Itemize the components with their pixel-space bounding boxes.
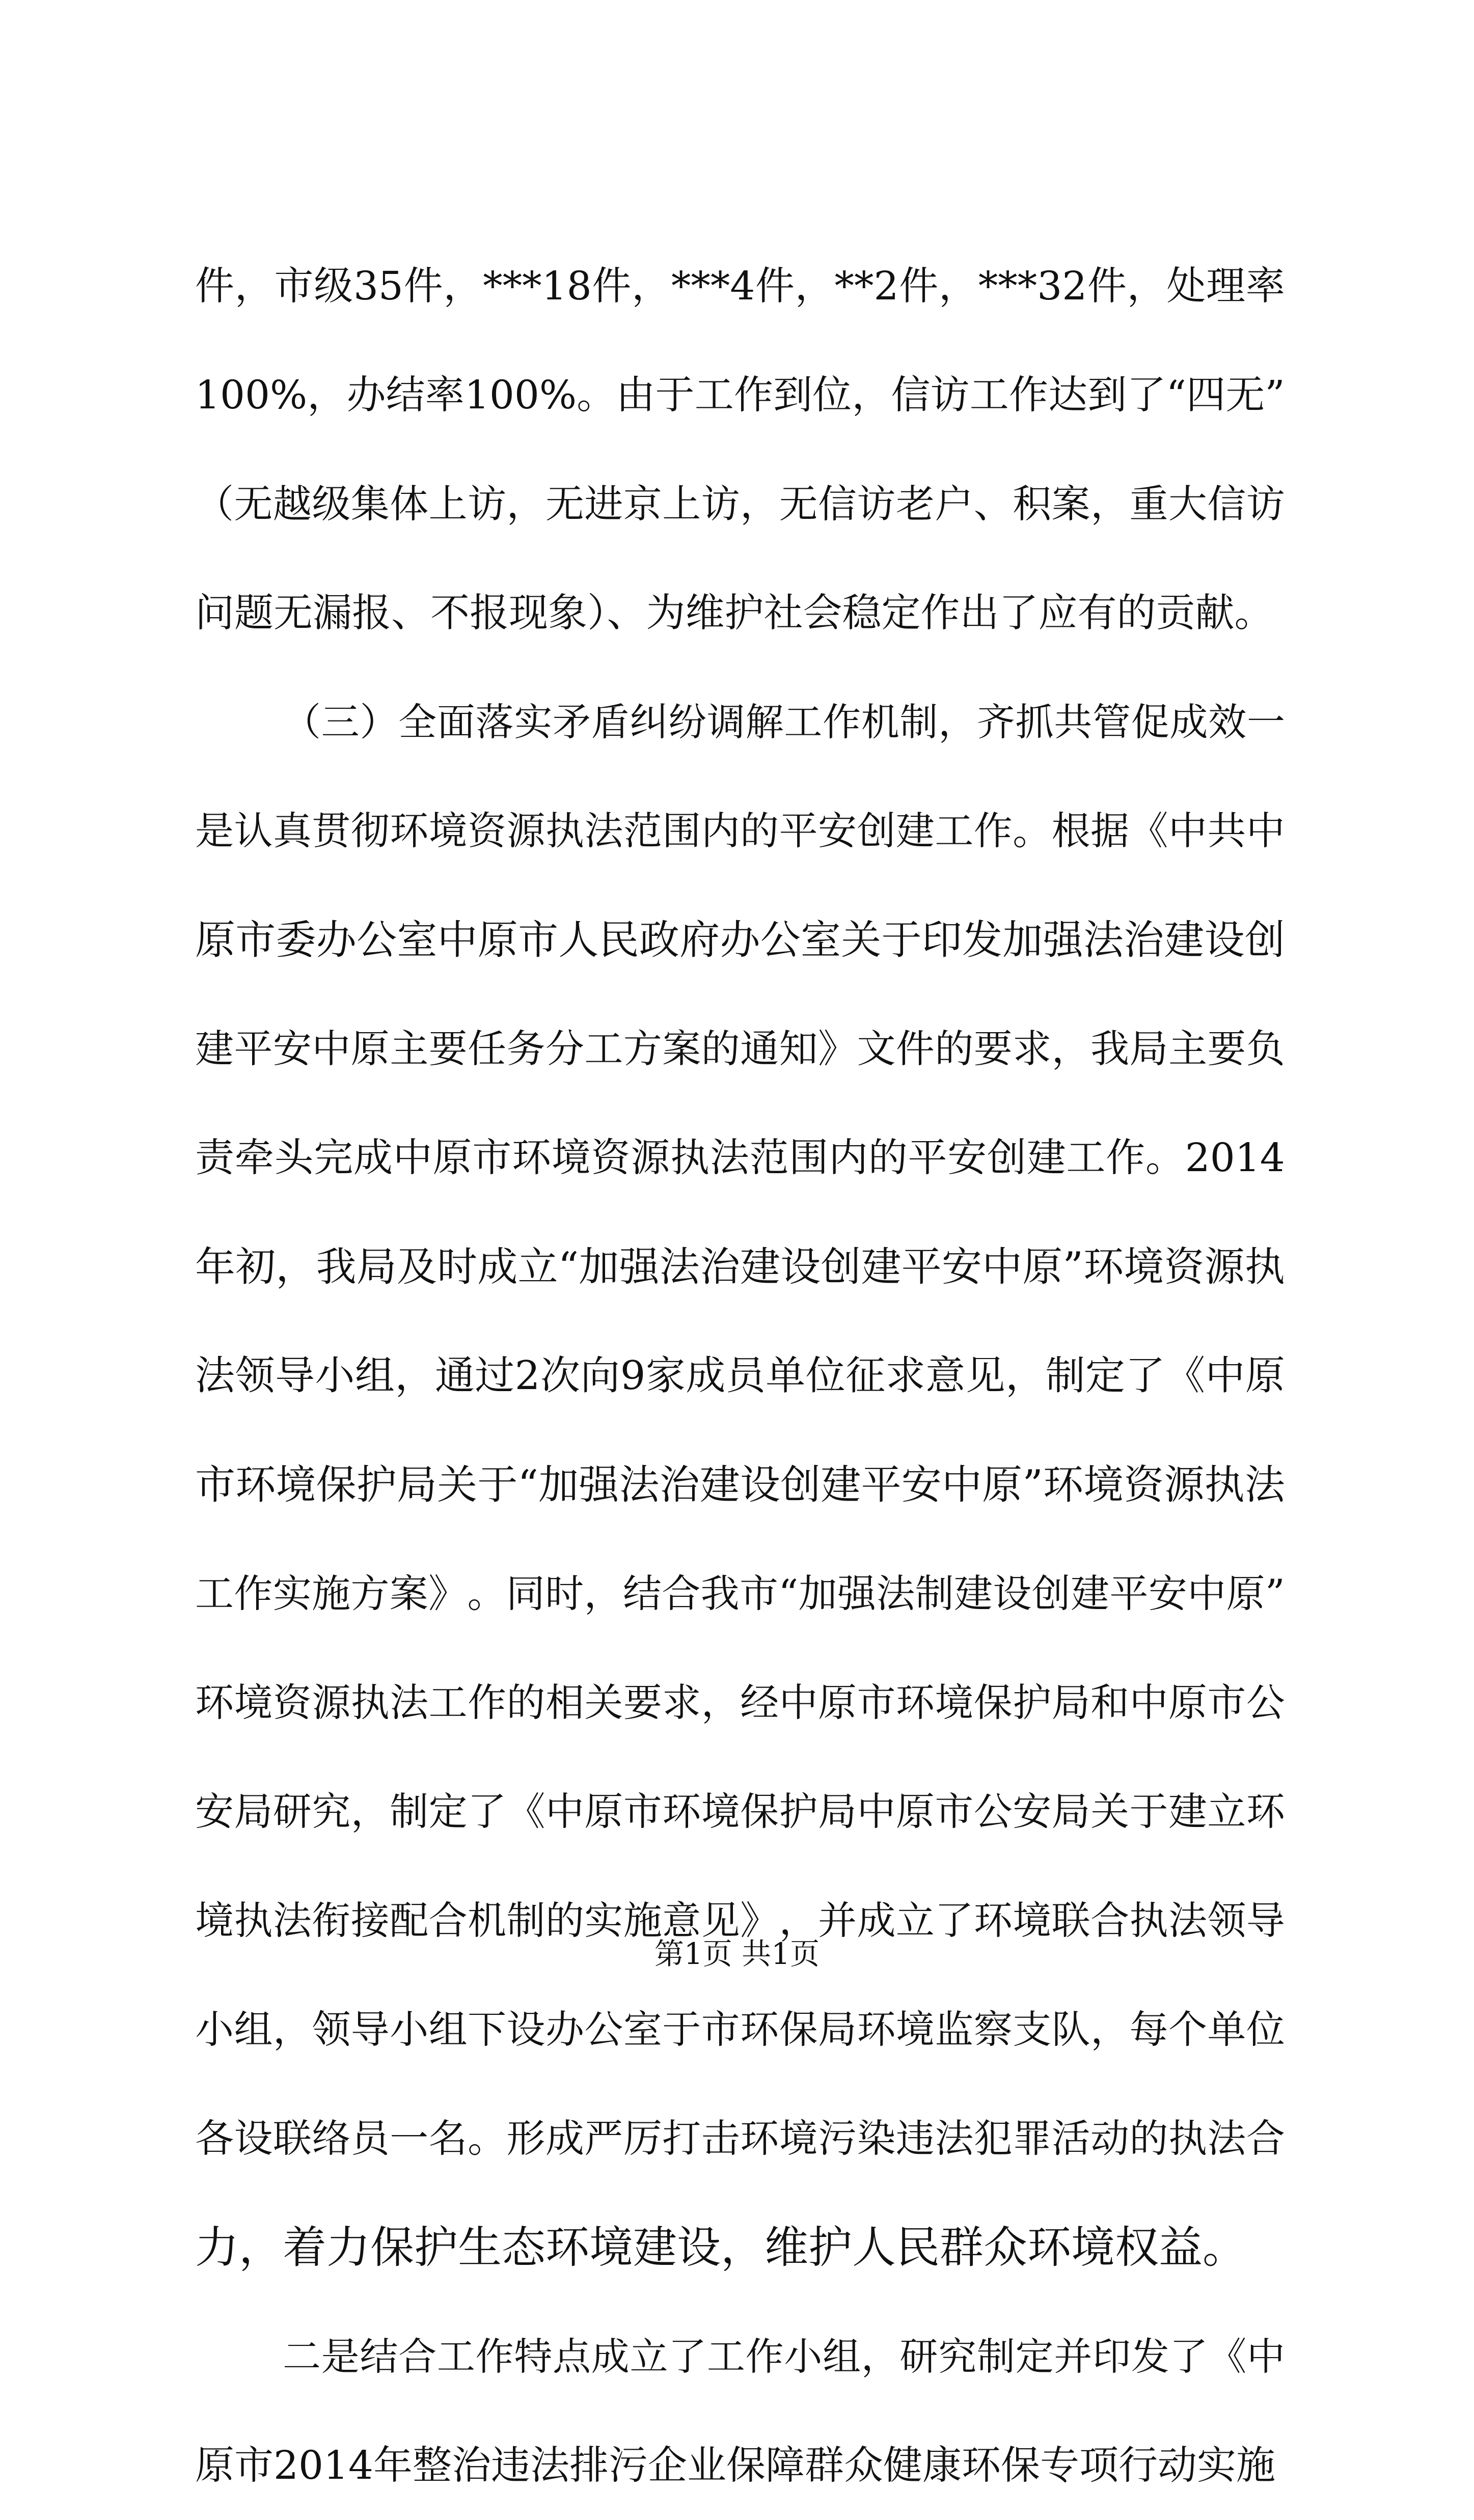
text-line: 工 作 实 施 方 案 》 。 同 时 ， 结 合 我 市 “ 加 强 法 制 建 设 创 建 平 安 中 原 ” <box>195 1571 1285 1616</box>
text-line: 法 领 导 小 组 ， 通 过 2 次 向 9 家 成 员 单 位 征 求 意 见 ， 制 定 了 《 中 原 <box>195 1353 1285 1399</box>
paragraph <box>195 2302 1285 2520</box>
document-body <box>195 232 1285 2520</box>
text-line: 力，着力保护生态环境建设，维护人民群众环境权益。 <box>195 2222 1246 2273</box>
text-line: 年 初 ， 我 局 及 时 成 立 “ 加 强 法 治 建 设 创 建 平 安 中 原 ” 环 境 资 源 执 <box>195 1243 1285 1290</box>
text-line: 境 执 法 衔 接 配 合 机 制 的 实 施 意 见 》 ， 并 成 立 了 环 境 联 合 执 法 领 导 <box>195 1898 1285 1943</box>
paragraph <box>195 668 1285 2302</box>
text-line: 责 牵 头 完 成 中 原 市 环 境 资 源 执 法 范 围 内 的 平 安 创 建 工 作 。 2014 <box>195 1135 1285 1181</box>
page-footer: 第1页 共1页 <box>654 1936 820 1971</box>
text-line: 环 境 资 源 执 法 工 作 的 相 关 要 求 ， 经 中 原 市 环 境 保 护 局 和 中 原 市 公 <box>195 1680 1285 1725</box>
text-line: 安 局 研 究 ， 制 定 了 《 中 原 市 环 境 保 护 局 中 原 市 公 安 局 关 于 建 立 环 <box>195 1789 1285 1834</box>
text-line: 小 组 ， 领 导 小 组 下 设 办 公 室 于 市 环 保 局 环 境 监 察 支 队 ， 每 个 单 位 <box>195 2007 1285 2052</box>
text-line: （ 三 ） 全 面 落 实 矛 盾 纠 纷 调 解 工 作 机 制 ， 齐 抓 共 管 促 成 效 一 <box>283 699 1285 744</box>
text-line: 是 认 真 贯 彻 环 境 资 源 执 法 范 围 内 的 平 安 创 建 工 作 。 根 据 《 中 共 中 <box>195 808 1285 853</box>
text-line: 各 设 联 络 员 一 名 。 形 成 严 厉 打 击 环 境 污 染 违 法 犯 罪 活 动 的 执 法 合 <box>195 2116 1285 2161</box>
paragraph <box>195 232 1285 668</box>
text-line: 二 是 结 合 工 作 特 点 成 立 了 工 作 小 组 ， 研 究 制 定 并 印 发 了 《 中 <box>283 2334 1285 2379</box>
text-line: 市 环 境 保 护 局 关 于 “ 加 强 法 治 建 设 创 建 平 安 中 原 ” 环 境 资 源 执 法 <box>195 1461 1285 1508</box>
text-line: 件 ， 市 级 35 件 ， ***18 件 ， ***4 件 ， **2 件 ， ***32 件 ， 处 理 率 <box>195 263 1285 309</box>
text-line: 问题无漏报、不报现象）、为维护社会稳定作出了应有的贡献。 <box>195 590 1274 636</box>
text-line: 100% ， 办 结 率 100% 。 由 于 工 作 到 位 ， 信 访 工 作 达 到 了 “ 四 无 ” <box>195 372 1285 418</box>
text-line: （ 无 越 级 集 体 上 访 ， 无 进 京 上 访 ， 无 信 访 老 户 、 积 案 ， 重 大 信 访 <box>195 481 1285 527</box>
text-line: 原市2014年整治违法排污企业保障群众健康环保专项行动实施 <box>195 2443 1275 2488</box>
text-line: 建 平 安 中 原 主 要 任 务 分 工 方 案 的 通 知 》 文 件 的 要 求 ， 我 局 主 要 负 <box>195 1026 1285 1071</box>
text-line: 原 市 委 办 公 室 中 原 市 人 民 政 府 办 公 室 关 于 印 发 加 强 法 治 建 设 创 <box>195 916 1285 963</box>
